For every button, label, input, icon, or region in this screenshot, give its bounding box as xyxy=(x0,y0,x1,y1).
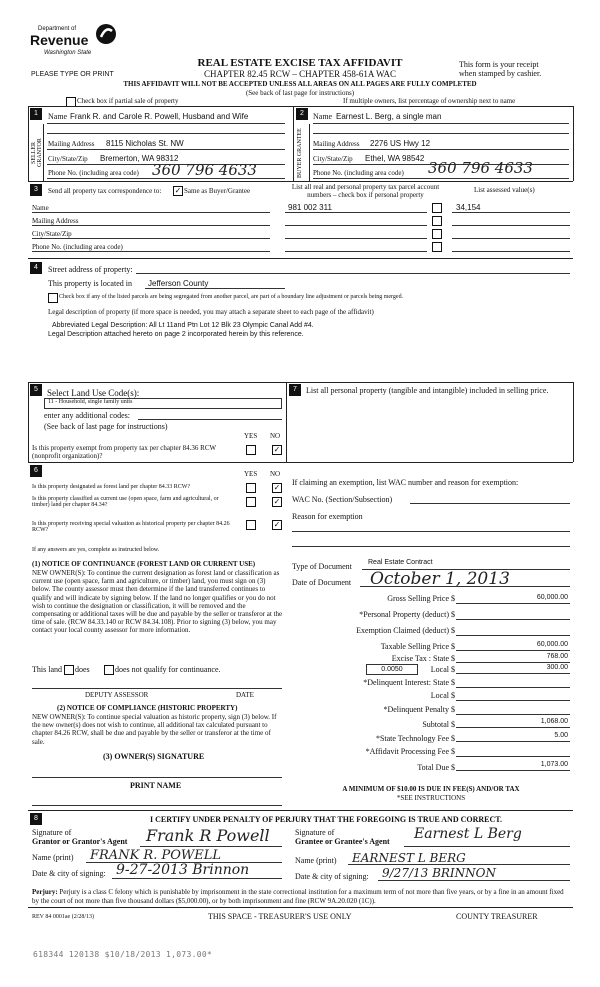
exempt-yes-checkbox[interactable] xyxy=(246,445,256,455)
delinquent-penalty-label: *Delinquent Penalty $ xyxy=(383,705,455,714)
deputy-assessor-label: DEPUTY ASSESSOR xyxy=(85,691,149,699)
perjury-text xyxy=(32,888,572,905)
additional-codes-label: enter any additional codes: xyxy=(44,411,130,420)
parcel-numbers-header: List all real and personal property tax parcel account numbers – check box if personal property xyxy=(291,183,440,199)
exempt-no-checkbox[interactable]: ✓ xyxy=(273,445,281,454)
seller-phone-value[interactable]: 360 796 4633 xyxy=(152,161,257,179)
section-8-number: 8 xyxy=(30,813,42,825)
same-as-buyer-label: Same as Buyer/Grantee xyxy=(184,187,251,195)
gross-selling-price-value[interactable]: 60,000.00 xyxy=(536,594,568,601)
logo-line3: Washington State xyxy=(44,50,92,56)
seller-city-label: City/State/Zip xyxy=(48,155,88,163)
notice-continuance-title: (1) NOTICE OF CONTINUANCE (FOREST LAND OR CURRENT USE) xyxy=(32,560,256,568)
land-use-see-back: (See back of last page for instructions) xyxy=(44,422,168,431)
grantor-name-print[interactable]: FRANK R. POWELL xyxy=(90,848,221,863)
notice-compliance-text: NEW OWNER(S): To continue special valuation as historic property, sign (3) below. If the new owner(s) does not wish to continue, all additional tax calculated pursuant to chapter 84.26 RCW, shall be due and payable by the seller or transferor at the time of sale. xyxy=(32,713,277,746)
section-7-number: 7 xyxy=(289,384,301,396)
taxable-selling-price-label: Taxable Selling Price $ xyxy=(380,642,455,651)
correspondence-city-label: City/State/Zip xyxy=(32,230,72,238)
multiple-owners-note: If multiple owners, list percentage of ownership next to name xyxy=(343,97,516,105)
personal-property-label: List all personal property (tangible and intangible) included in selling price. xyxy=(306,386,549,395)
deputy-date-label: DATE xyxy=(236,691,254,699)
excise-tax-state-value[interactable]: 768.00 xyxy=(546,653,568,660)
historic-no-checkbox[interactable]: ✓ xyxy=(273,520,281,529)
section-2-number: 2 xyxy=(296,108,308,120)
excise-tax-local-label: Local $ xyxy=(430,665,455,674)
processing-fee-label: *Affidavit Processing Fee $ xyxy=(365,747,455,756)
current-use-yes-checkbox[interactable] xyxy=(246,497,256,507)
historic-question: Is this property receiving special valuation as historical property per chapter 84.26 RCW? xyxy=(32,521,230,533)
does-not-label: does not qualify for continuance. xyxy=(115,665,221,674)
total-due-value[interactable]: 1,073.00 xyxy=(540,761,568,768)
logo-icon xyxy=(94,22,118,46)
land-use-label: Select Land Use Code(s): xyxy=(47,388,140,398)
seller-name-label: Name xyxy=(48,112,68,121)
document-type-value[interactable]: Real Estate Contract xyxy=(368,559,433,566)
please-type: PLEASE TYPE OR PRINT xyxy=(31,71,114,78)
exemption-reason-label: Reason for exemption xyxy=(292,512,363,521)
if-yes-instructions: If any answers are yes, complete as instructed below. xyxy=(32,547,160,553)
form-warning: THIS AFFIDAVIT WILL NOT BE ACCEPTED UNLESS ALL AREAS ON ALL PAGES ARE FULLY COMPLETED xyxy=(123,80,477,88)
grantee-signature[interactable]: Earnest L Berg xyxy=(414,826,522,842)
legal-description-label: Legal description of property (if more space is needed, you may attach a separate sheet to each page of the affidavit) xyxy=(48,308,374,316)
county-treasurer-label: COUNTY TREASURER xyxy=(456,912,538,921)
this-land-label: This land xyxy=(32,665,62,674)
subtotal-label: Subtotal $ xyxy=(422,720,455,729)
seller-phone-label: Phone No. (including area code) xyxy=(48,169,139,177)
grantor-date-city-label: Date & city of signing: xyxy=(32,869,106,878)
seller-grantor-label: SELLER GRANTOR xyxy=(31,138,43,168)
buyer-city-value[interactable]: Ethel, WA 98542 xyxy=(365,154,425,163)
historic-yes-checkbox[interactable] xyxy=(246,520,256,530)
assessed-values-header: List assessed value(s) xyxy=(474,186,535,194)
local-rate-value: 0.0050 xyxy=(381,666,403,673)
assessed-value-1[interactable]: 34,154 xyxy=(456,203,481,212)
forest-land-question: Is this property designated as forest land per chapter 84.33 RCW? xyxy=(32,484,191,490)
send-correspondence-label: Send all property tax correspondence to: xyxy=(48,187,162,195)
dor-logo xyxy=(30,20,120,64)
grantee-sig-label-1: Signature of xyxy=(295,828,335,837)
street-address-label: Street address of property: xyxy=(48,265,133,274)
taxable-selling-price-value[interactable]: 60,000.00 xyxy=(536,641,568,648)
document-date-label: Date of Document xyxy=(292,578,352,587)
legal-description-line-2[interactable]: Legal Description attached hereto on page 2 incorporated herein by this reference. xyxy=(48,331,304,338)
buyer-phone-value[interactable]: 360 796 4633 xyxy=(428,159,533,177)
correspondence-phone-label: Phone No. (including area code) xyxy=(32,243,123,251)
personal-property-deduct-label: *Personal Property (deduct) $ xyxy=(359,610,455,619)
total-due-label: Total Due $ xyxy=(417,763,455,772)
section-4-number: 4 xyxy=(30,262,42,274)
section-1-number: 1 xyxy=(30,108,42,120)
excise-tax-state-label: Excise Tax : State $ xyxy=(391,654,455,663)
section6-no-header: NO xyxy=(270,470,281,478)
buyer-mailing-value[interactable]: 2276 US Hwy 12 xyxy=(370,139,431,148)
delinquent-interest-state-label: *Delinquent Interest: State $ xyxy=(363,678,455,687)
legal-description-line-1[interactable]: Abbreviated Legal Description: All Lt 11and Ptn Lot 12 Blk 23 Olympic Canal Add #4. xyxy=(52,322,314,329)
form-instructions: (See back of last page for instructions) xyxy=(245,89,355,97)
form-title: REAL ESTATE EXCISE TAX AFFIDAVIT xyxy=(197,57,403,69)
print-name-label: PRINT NAME xyxy=(130,781,182,790)
exemption-claimed-label: Exemption Claimed (deduct) $ xyxy=(356,626,455,635)
notice-continuance-text: NEW OWNER(S): To continue the current designation as forest land or classification as current use (open space, farm and agriculture, or timber) land, you must sign on (3) below. The county assessor must then determine if the land transferred continues to qualify and will indicate by signing below. If the land no longer qualifies or you do not wish to continue the designation or classification, it will be removed and the compensating or additional taxes will be due and payable by the seller or transferor at the time of sale. (RCW 84.33.140 or RCW 84.34.108). Prior to signing (3) below, you may contact your local county assessor for more information. xyxy=(32,569,283,635)
receipt-note-1: This form is your receipt xyxy=(459,60,539,69)
section5-no-header: NO xyxy=(270,432,281,440)
correspondence-name-label: Name xyxy=(32,204,49,212)
land-use-code-select[interactable] xyxy=(44,398,282,409)
seller-mailing-value[interactable]: 8115 Nicholas St. NW xyxy=(106,139,184,148)
grantee-name-print[interactable]: EARNEST L BERG xyxy=(352,851,466,865)
grantor-date-city[interactable]: 9-27-2013 Brinnon xyxy=(116,862,250,878)
segregated-label: Check box if any of the listed parcels are being segregated from another parcel, are part of a boundary line adjustment or parcels being merged. xyxy=(59,294,404,300)
section-3-number: 3 xyxy=(30,184,42,196)
see-instructions-note: *SEE INSTRUCTIONS xyxy=(396,794,466,802)
logo-line1: Department of xyxy=(38,26,77,32)
seller-mailing-label: Mailing Address xyxy=(48,140,95,148)
correspondence-mailing-label: Mailing Address xyxy=(32,217,79,225)
current-use-no-checkbox[interactable]: ✓ xyxy=(273,497,281,506)
logo-line2: Revenue xyxy=(30,32,89,48)
perjury-body: Perjury is a class C felony which is punishable by imprisonment in the state correctional institution for a maximum term of not more than five years, or by a fine in an amount fixed by the court of not more than five thousand dollars ($5,000.00), or by both imprisonment and fine (RCW 9A.20.020 (1C)). xyxy=(32,888,564,905)
grantee-name-print-label: Name (print) xyxy=(295,856,337,865)
gross-selling-price-label: Gross Selling Price $ xyxy=(387,594,455,603)
technology-fee-label: *State Technology Fee $ xyxy=(375,734,455,743)
land-use-code-value: 11 - Household, single family units xyxy=(48,399,133,405)
minimum-fee-note: A MINIMUM OF $10.00 IS DUE IN FEE(S) AND/OR TAX xyxy=(342,785,520,793)
parcel-number-1[interactable]: 981 002 311 xyxy=(288,203,332,212)
receipt-note-2: when stamped by cashier. xyxy=(459,69,542,78)
owner-signature-label: (3) OWNER(S) SIGNATURE xyxy=(103,752,205,761)
does-checkbox[interactable] xyxy=(64,665,74,675)
perjury-label: Perjury: xyxy=(32,888,58,896)
subtotal-value[interactable]: 1,068.00 xyxy=(540,718,568,725)
section-5-number: 5 xyxy=(30,384,42,396)
section6-yes-header: YES xyxy=(244,470,258,478)
parcel-1-personal-checkbox[interactable] xyxy=(432,203,442,213)
does-not-checkbox[interactable] xyxy=(104,665,114,675)
seller-name-value[interactable]: Frank R. and Carole R. Powell, Husband and Wife xyxy=(70,112,249,121)
document-type-label: Type of Document xyxy=(292,562,352,571)
grantor-sig-label-1: Signature of xyxy=(32,828,72,837)
exempt-question: Is this property exempt from property tax per chapter 84.36 RCW (nonprofit organization)? xyxy=(32,444,216,460)
seller-city-value[interactable]: Bremerton, WA 98312 xyxy=(100,154,179,163)
excise-tax-local-value[interactable]: 300.00 xyxy=(546,664,568,671)
document-date-value[interactable]: October 1, 2013 xyxy=(370,569,510,589)
grantee-date-city-label: Date & city of signing: xyxy=(295,872,369,881)
parcel-3-personal-checkbox[interactable] xyxy=(432,229,442,239)
same-as-buyer-checkbox[interactable]: ✓ xyxy=(174,186,182,195)
does-label: does xyxy=(75,665,90,674)
exemption-claim-label: If claiming an exemption, list WAC number and reason for exemption: xyxy=(292,478,519,487)
buyer-mailing-label: Mailing Address xyxy=(313,140,360,148)
delinquent-interest-local-label: Local $ xyxy=(430,691,455,700)
forest-no-checkbox[interactable]: ✓ xyxy=(273,483,281,492)
buyer-city-label: City/State/Zip xyxy=(313,155,353,163)
wac-number-label: WAC No. (Section/Subsection) xyxy=(292,495,393,504)
cashier-stamp: 618344 120138 $10/18/2013 1,073.00* xyxy=(33,950,213,959)
form-chapter: CHAPTER 82.45 RCW – CHAPTER 458-61A WAC xyxy=(204,69,396,79)
forest-yes-checkbox[interactable] xyxy=(246,483,256,493)
located-in-label: This property is located in xyxy=(48,279,132,288)
grantor-sig-label-2: Grantor or Grantor's Agent xyxy=(32,837,128,846)
buyer-name-value[interactable]: Earnest L. Berg, a single man xyxy=(336,112,442,121)
segregated-checkbox[interactable] xyxy=(48,293,58,303)
notice-compliance-title: (2) NOTICE OF COMPLIANCE (HISTORIC PROPERTY) xyxy=(57,704,238,712)
buyer-phone-label: Phone No. (including area code) xyxy=(313,169,404,177)
section5-yes-header: YES xyxy=(244,432,258,440)
county-value[interactable]: Jefferson County xyxy=(148,279,209,288)
grantor-name-print-label: Name (print) xyxy=(32,853,74,862)
partial-sale-label: Check box if partial sale of property xyxy=(77,97,179,105)
parcel-4-personal-checkbox[interactable] xyxy=(432,242,442,252)
technology-fee-value[interactable]: 5.00 xyxy=(554,732,568,739)
section-6-number: 6 xyxy=(30,465,42,477)
parcel-2-personal-checkbox[interactable] xyxy=(432,216,442,226)
grantor-signature[interactable]: Frank R Powell xyxy=(146,826,270,845)
local-rate-box[interactable] xyxy=(366,664,418,675)
form-number: REV 84 0001ae (2/28/13) xyxy=(32,914,95,920)
grantee-date-city[interactable]: 9/27/13 BRINNON xyxy=(382,866,497,880)
buyer-name-label: Name xyxy=(313,112,333,121)
current-use-question: Is this property classified as current use (open space, farm and agricultural, or timber) land per chapter 84.34? xyxy=(32,496,219,508)
treasurer-space-label: THIS SPACE - TREASURER'S USE ONLY xyxy=(208,912,352,921)
grantee-sig-label-2: Grantee or Grantee's Agent xyxy=(295,837,390,846)
buyer-grantee-label: BUYER GRANTEE xyxy=(297,128,303,178)
certify-statement: I CERTIFY UNDER PENALTY OF PERJURY THAT THE FOREGOING IS TRUE AND CORRECT. xyxy=(150,815,503,824)
